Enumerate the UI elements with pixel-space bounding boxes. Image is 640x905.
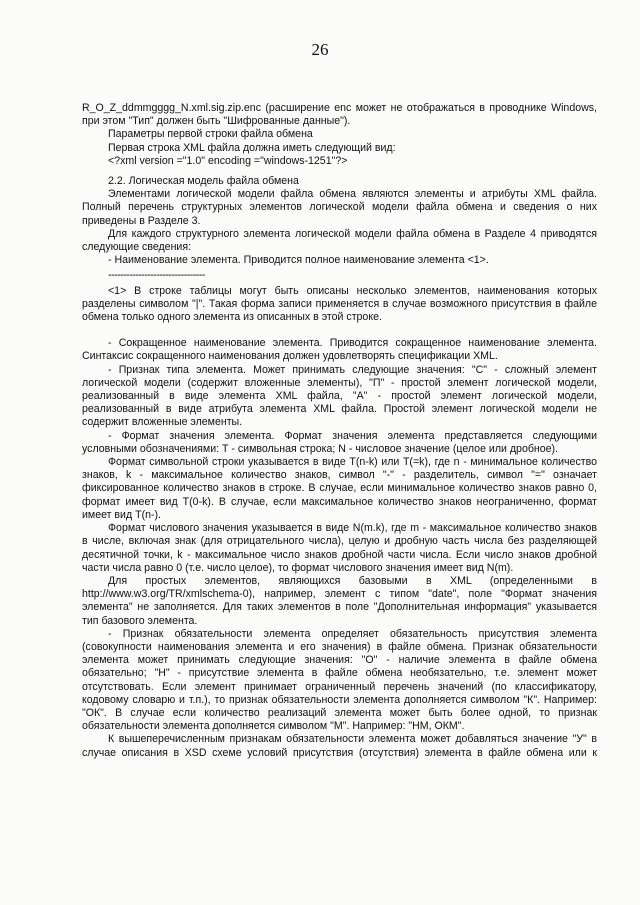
paragraph-conditional-flag: К вышеперечисленным признакам обязательности элемента может добавляться значение "У" в случае описания в XSD схеме условий присутствия (отсутствия) элемента в файле обмена или к <box>82 733 597 759</box>
paragraph-base-types: Для простых элементов, являющихся базовыми в XML (определенными в http://www.w3.org/TR/xmlschema-0), например, элемент с типом "date", поле "Формат значения элемента" не заполняется. Для таких элементов в поле "Дополнительная информация" указывается тип базового элемента. <box>82 574 597 627</box>
paragraph-filename-note: R_O_Z_ddmmgggg_N.xml.sig.zip.enc (расширение enc может не отображаться в проводнике Windows, при этом "Тип" должен быть "Шифрованные данные"). <box>82 102 597 128</box>
footnote-separator: -------------------------------- <box>108 269 205 282</box>
paragraph-element-name: - Наименование элемента. Приводится полное наименование элемента <1>. <box>108 254 489 267</box>
document-body <box>82 102 597 773</box>
paragraph-value-format: - Формат значения элемента. Формат значения элемента представляется следующими условными обозначениями: Т - символьная строка; N - числовое значение (целое или дробное). <box>82 429 597 455</box>
paragraph-string-format: Формат символьной строки указывается в виде Т(n-k) или T(=k), где n - минимальное количество знаков, k - максимальное количество знаков, символ "-" - разделитель, символ "=" означает фиксированное количество знаков в строке. В случае, если минимальное количество знаков равно 0, формат имеет вид Т(0-k). В случае, если максимальное количество знаков неограниченно, формат имеет вид Т(n-). <box>82 456 597 521</box>
page-number: 26 <box>311 40 329 59</box>
section-heading-logical-model: 2.2. Логическая модель файла обмена <box>108 175 299 188</box>
paragraph-element-type: - Признак типа элемента. Может принимать следующие значения: "С" - сложный элемент логической модели (содержит вложенные элементы), "П" - простой элемент логической модели, реализованный в виде элемента XML файла, "А" - простой элемент логической модели, реализованный в виде атрибута элемента XML файла. Простой элемент логической модели не содержит вложенные элементы. <box>82 363 597 429</box>
paragraph-required-flag: - Признак обязательности элемента определяет обязательность присутствия элемента (совокупности наименования элемента и его значения) в файле обмена. Признак обязательности элемента может принимать следующие значения: "О" - наличие элемента в файле обмена обязательно; "Н" - присутствие элемента в файле обмена необязательно, т.е. элемент может отсутствовать. Если элемент принимает ограниченный перечень значений (по классификатору, кодовому словарю и т.п.), то признак обязательности элемента дополняется символом "К". Например: "ОК". В случае если количество реализаций элемента может быть более одной, то признак обязательности элемента дополняется символом "М". Например: "НМ, ОКМ". <box>82 627 597 733</box>
paragraph-xml-declaration: <?xml version ="1.0" encoding ="windows-1251"?> <box>108 154 348 167</box>
paragraph-short-name: - Сокращенное наименование элемента. Приводится сокращенное наименование элемента. Синтаксис сокращенного наименования должен удовлетворять спецификации XML. <box>82 337 597 363</box>
paragraph-first-line-form: Первая строка XML файла должна иметь следующий вид: <box>108 141 396 154</box>
paragraph-logical-model-elements: Элементами логической модели файла обмена являются элементы и атрибуты XML файла. Полный перечень структурных элементов логической модели файла обмена и сведения о них приведены в Разделе 3. <box>82 188 597 227</box>
paragraph-number-format: Формат числового значения указывается в виде N(m.k), где m - максимальное количество знаков в числе, включая знак (для отрицательного числа), целую и дробную часть числа без разделяющей десятичной точки, k - максимальное число знаков дробной части числа. Если число знаков дробной части числа равно 0 (т.е. число целое), то формат числового значения имеет вид N(m). <box>82 522 597 574</box>
footnote-1: <1> В строке таблицы могут быть описаны несколько элементов, наименования которых разделены символом "|". Такая форма записи применяется в случае возможного присутствия в файле обмена только одного элемента из описанных в этой строке. <box>82 284 597 324</box>
paragraph-section-4-info: Для каждого структурного элемента логической модели файла обмена в Разделе 4 приводятся следующие сведения: <box>82 227 597 254</box>
paragraph-first-line-params: Параметры первой строки файла обмена <box>108 128 313 141</box>
